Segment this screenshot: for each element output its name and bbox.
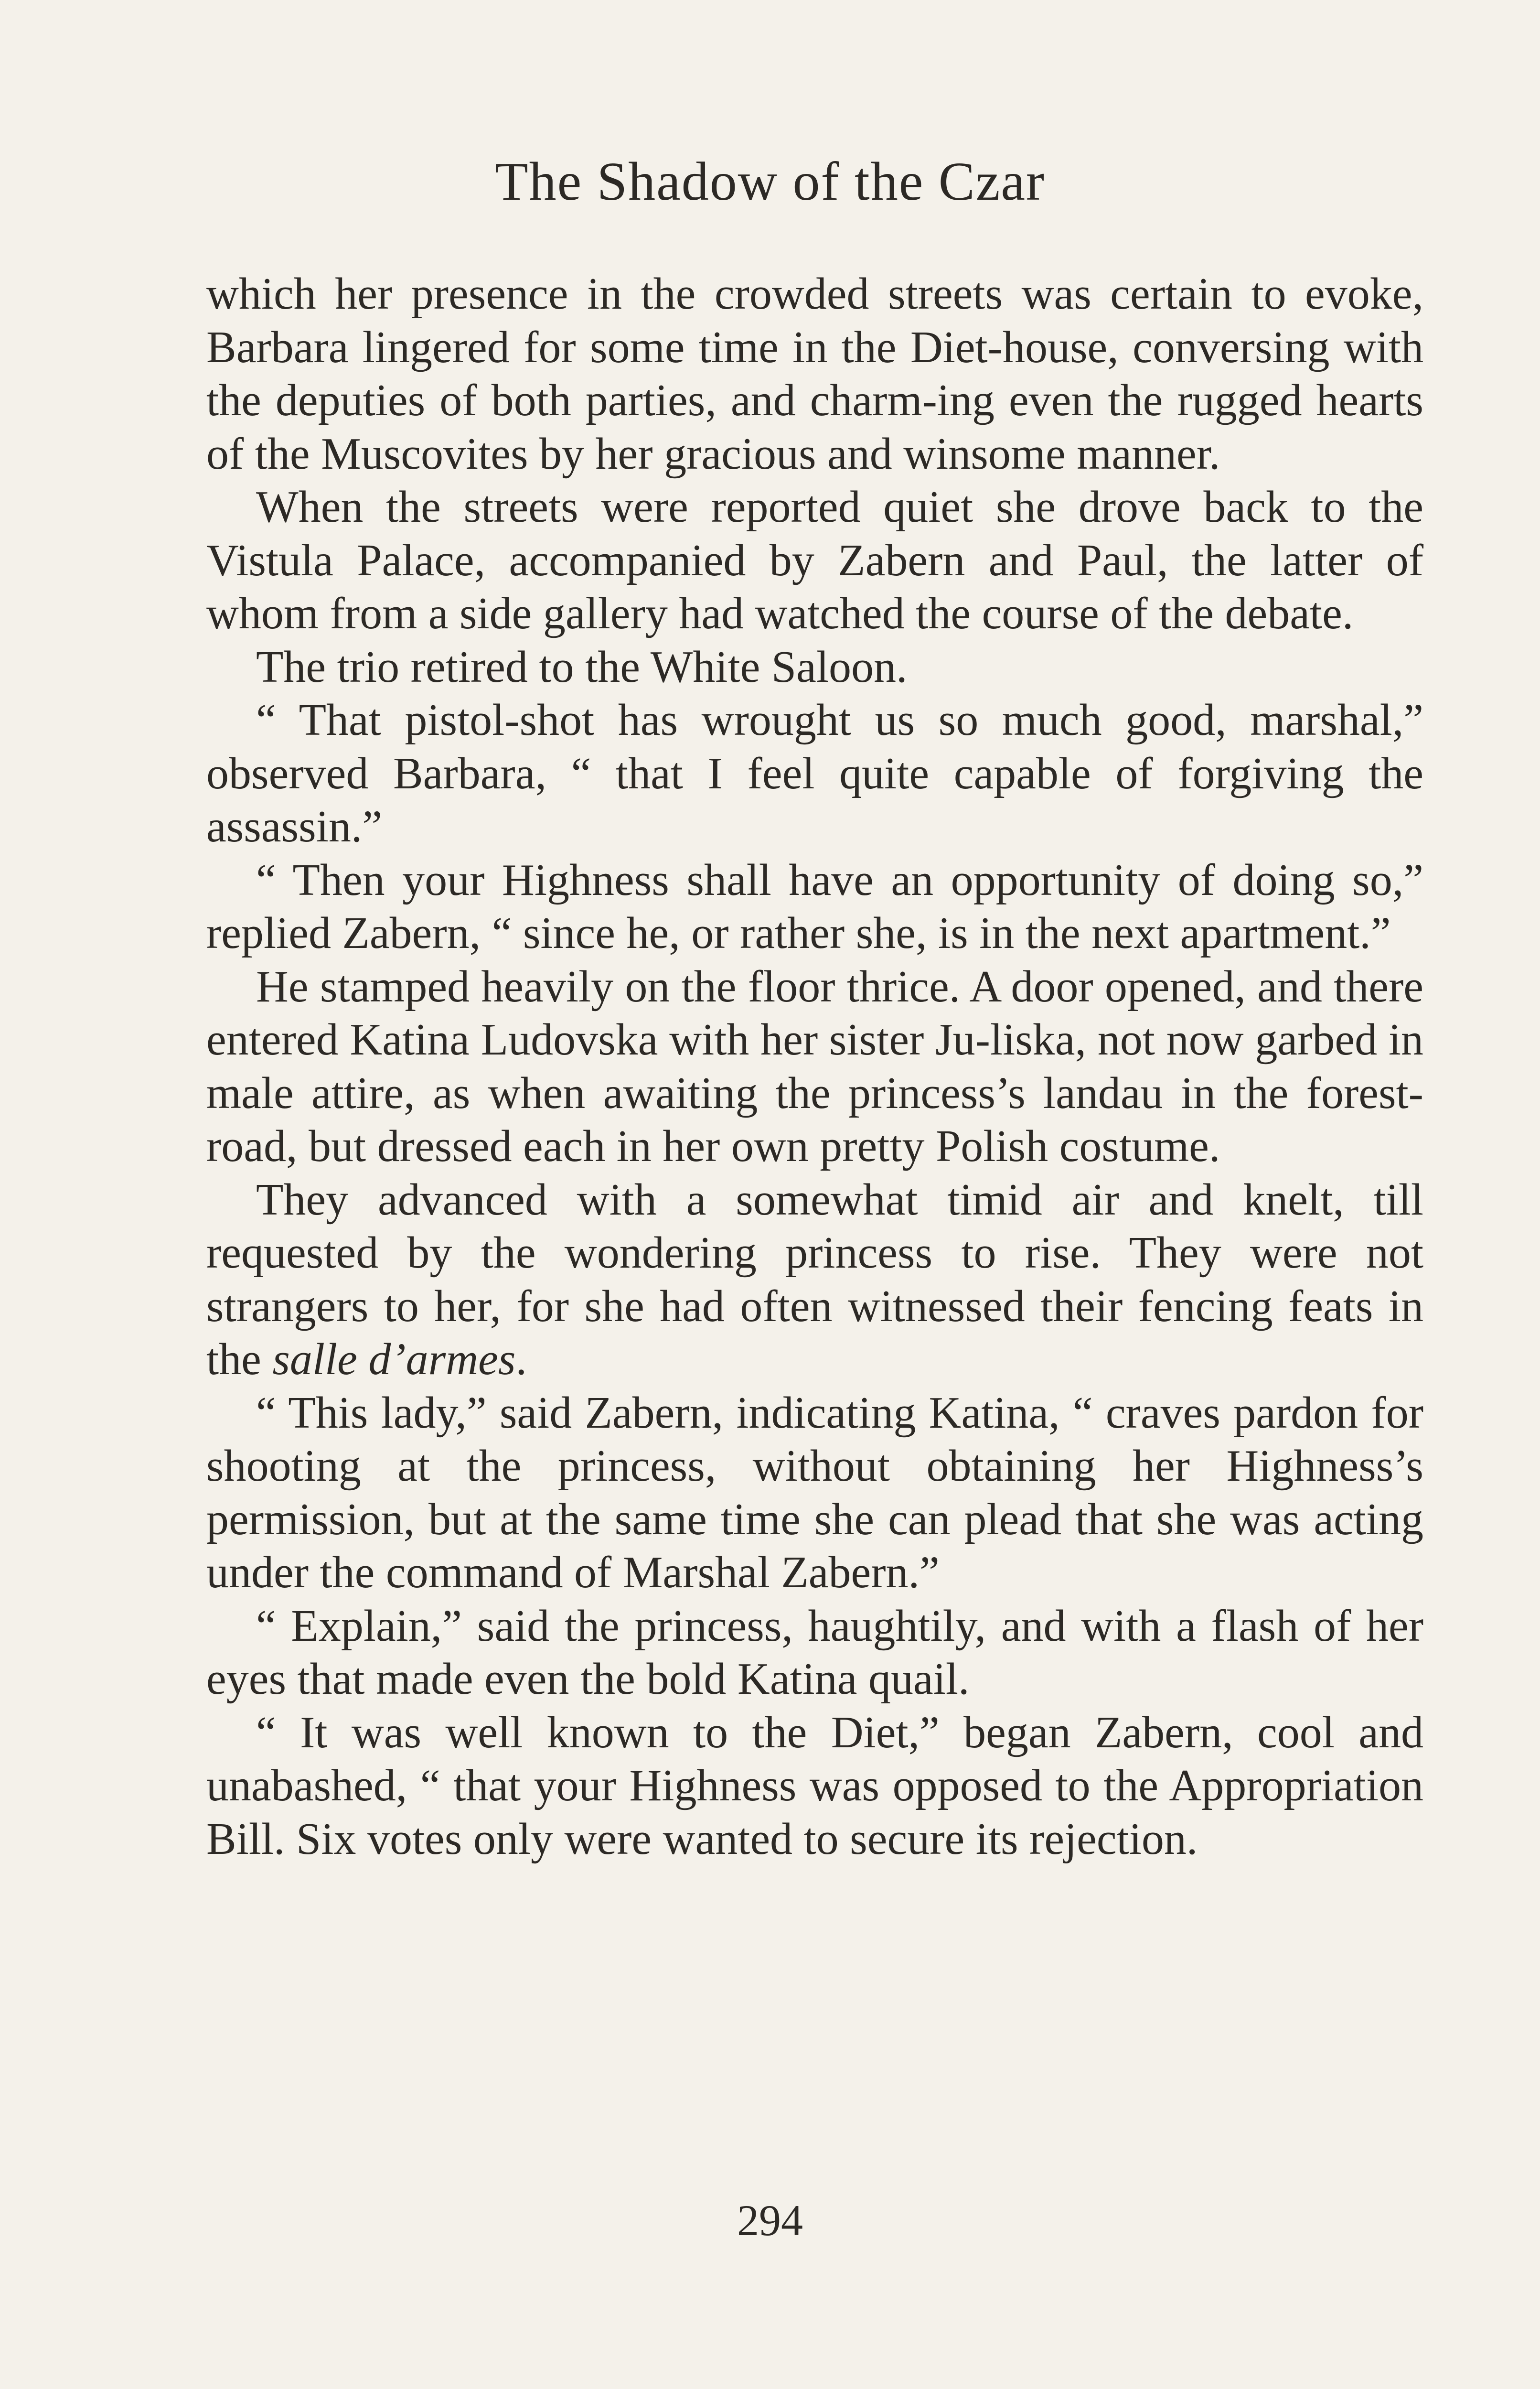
paragraph	[206, 694, 1423, 854]
text-run: which her presence in the crowded streets was certain to evoke, Barbara lingered for some time in the Diet-house, conversing with the deputies of both parties, and charm-ing even the rugged hearts of the Muscovites by her gracious and winsome manner.	[206, 269, 1423, 479]
paragraph	[206, 854, 1423, 960]
running-head: The Shadow of the Czar	[495, 151, 1045, 212]
text-run: .	[515, 1334, 527, 1384]
text-run: “ Then your Highness shall have an opportunity of doing so,” replied Zabern, “ since he, or rather she, is in the next apartment.”	[206, 855, 1423, 958]
paragraph	[206, 1387, 1423, 1600]
text-run: “ This lady,” said Zabern, indicating Katina, “ craves pardon for shooting at the princess, without obtaining her Highness’s permission, but at the same time she can plead that she was acting under the command of Marshal Zabern.”	[206, 1388, 1423, 1597]
text-run: “ That pistol-shot has wrought us so much good, marshal,” observed Barbara, “ that I feel quite capable of forgiving the assassin.”	[206, 695, 1423, 851]
text-run: They advanced with a somewhat timid air and knelt, till requested by the wondering princess to rise. They were not strangers to her, for she had often witnessed their fencing feats in the	[206, 1174, 1423, 1384]
page-number: 294	[737, 2196, 803, 2245]
italic-phrase: salle d’armes	[272, 1334, 516, 1384]
paragraph	[206, 1173, 1423, 1387]
text-run: “ It was well known to the Diet,” began Zabern, cool and unabashed, “ that your Highness was opposed to the Appropriation Bill. Six votes only were wanted to secure its rejection.	[206, 1707, 1423, 1864]
paragraph	[206, 1600, 1423, 1706]
text-run: The trio retired to the White Saloon.	[256, 642, 908, 692]
body-text	[206, 268, 1423, 1866]
text-run: When the streets were reported quiet she drove back to the Vistula Palace, accompanied by Zabern and Paul, the latter of whom from a side gallery had watched the course of the debate.	[206, 482, 1423, 638]
text-run: He stamped heavily on the floor thrice. A door opened, and there entered Katina Ludovska with her sister Ju-liska, not now garbed in male attire, as when awaiting the princess’s landau in the forest-road, but dressed each in her own pretty Polish costume.	[206, 961, 1423, 1171]
paragraph	[206, 268, 1423, 481]
paragraph	[206, 960, 1423, 1173]
text-run: “ Explain,” said the princess, haughtily, and with a flash of her eyes that made even the bold Katina quail.	[206, 1601, 1423, 1704]
paragraph	[206, 481, 1423, 641]
paragraph	[206, 1706, 1423, 1866]
paragraph	[206, 641, 1423, 694]
